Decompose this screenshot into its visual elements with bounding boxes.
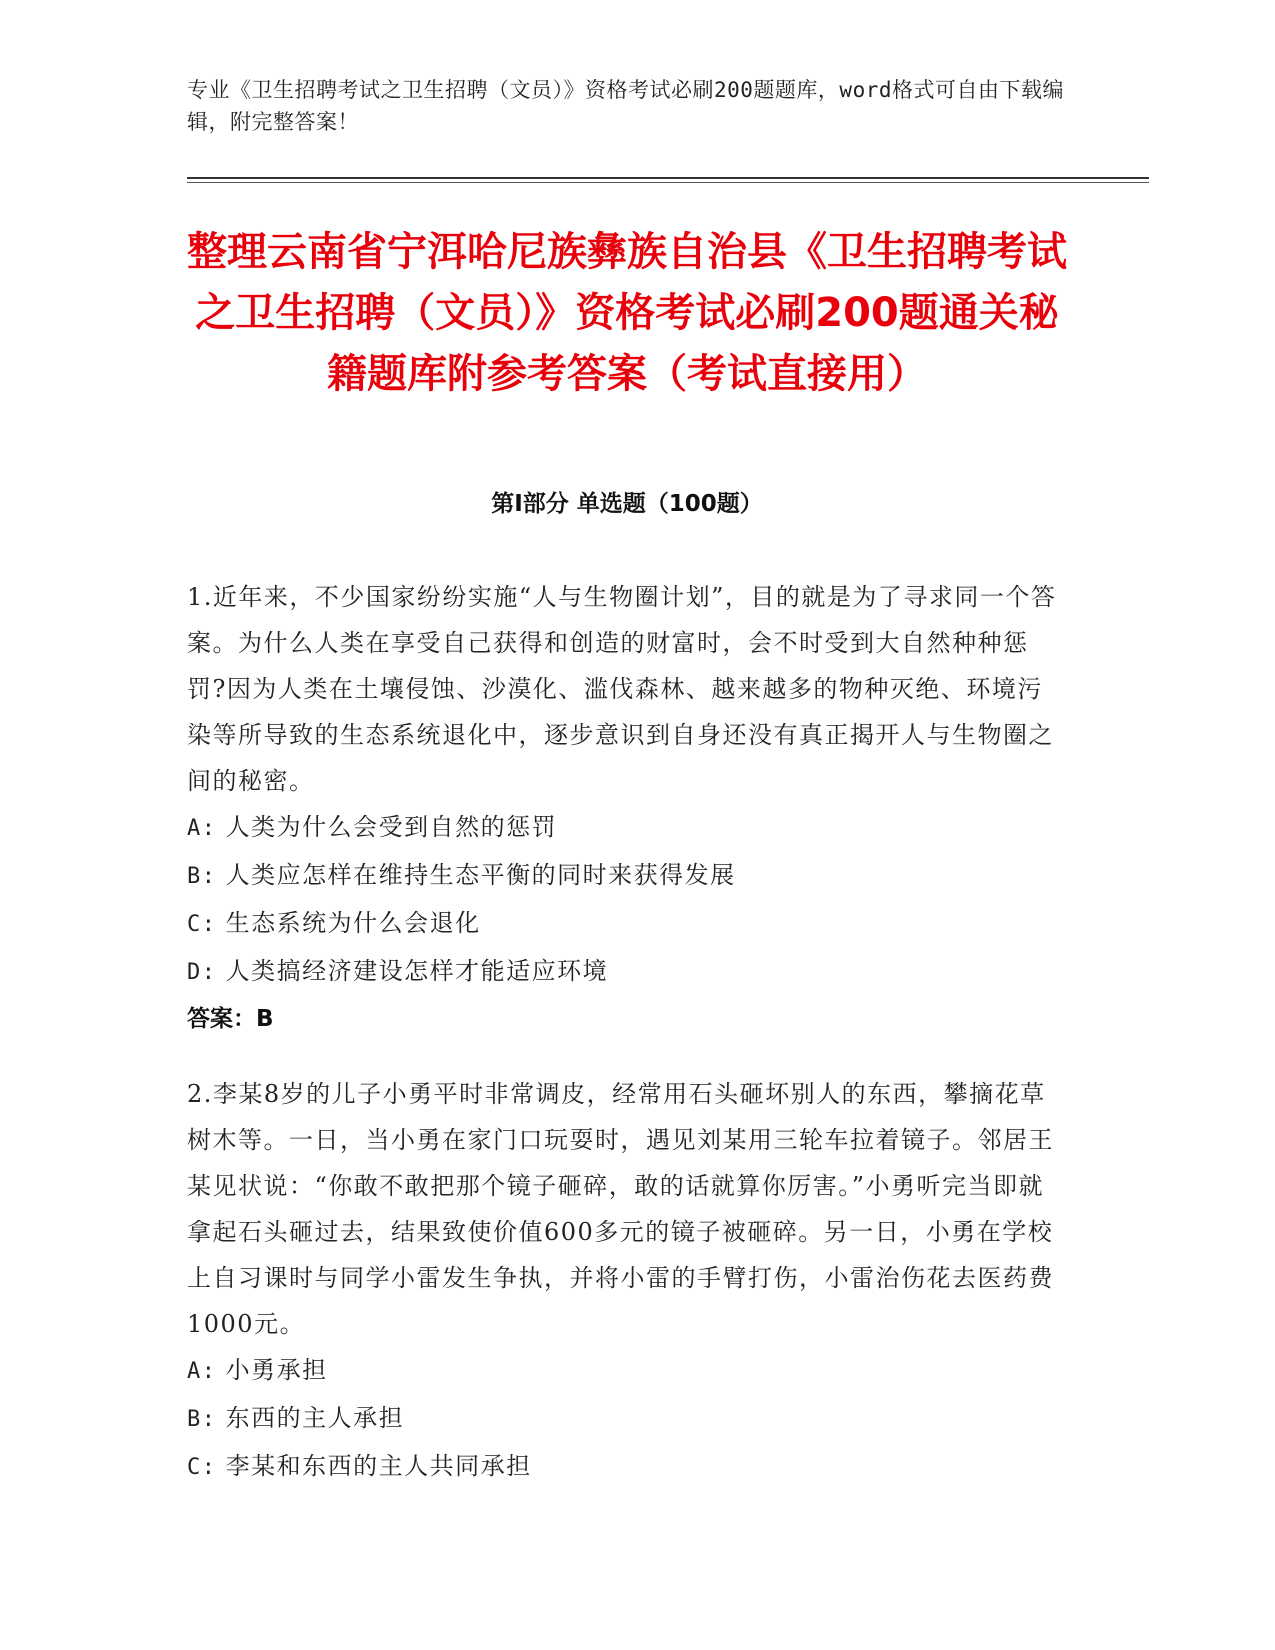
- document-title: 整理云南省宁洱哈尼族彝族自治县《卫生招聘考试之卫生招聘（文员）》资格考试必刷200题通关秘籍题库附参考答案（考试直接用）: [187, 229, 1067, 397]
- option-key: A:: [187, 1359, 217, 1384]
- option-a: [187, 1347, 1067, 1395]
- section-title: 第Ⅰ部分 单选题（100题）: [491, 491, 763, 517]
- answer: 答案：B: [187, 1006, 274, 1032]
- header-note: 专业《卫生招聘考试之卫生招聘（文员）》资格考试必刷200题题库，word格式可自由下载编辑，附完整答案！: [187, 78, 1064, 134]
- question-2: [187, 1071, 1067, 1491]
- header-divider-thin: [187, 182, 1149, 183]
- option-key: A:: [187, 816, 217, 841]
- option-text: 生态系统为什么会退化: [225, 909, 481, 937]
- question-1: [187, 574, 1067, 1042]
- option-c: [187, 1443, 1067, 1491]
- option-key: C:: [187, 1455, 217, 1480]
- question-text: 1.近年来，不少国家纷纷实施“人与生物圈计划”，目的就是为了寻求同一个答案。为什么人类在享受自己获得和创造的财富时，会不时受到大自然种种惩罚?因为人类在土壤侵蚀、沙漠化、滥伐森林、越来越多的物种灭绝、环境污染等所导致的生态系统退化中，逐步意识到自身还没有真正揭开人与生物圈之间的秘密。: [187, 583, 1057, 795]
- option-text: 东西的主人承担: [225, 1404, 405, 1432]
- option-d: [187, 948, 1067, 996]
- option-text: 李某和东西的主人共同承担: [225, 1452, 532, 1480]
- option-key: B:: [187, 1407, 217, 1432]
- option-text: 人类为什么会受到自然的惩罚: [225, 813, 558, 841]
- option-b: [187, 852, 1067, 900]
- option-key: B:: [187, 864, 217, 889]
- header-divider-thick: [187, 177, 1149, 179]
- option-key: C:: [187, 912, 217, 937]
- option-text: 人类搞经济建设怎样才能适应环境: [225, 957, 609, 985]
- option-a: [187, 804, 1067, 852]
- question-text: 2.李某8岁的儿子小勇平时非常调皮，经常用石头砸坏别人的东西，攀摘花草树木等。一日，当小勇在家门口玩耍时，遇见刘某用三轮车拉着镜子。邻居王某见状说：“你敢不敢把那个镜子砸碎，敢的话就算你厉害。”小勇听完当即就拿起石头砸过去，结果致使价值600多元的镜子被砸碎。另一日，小勇在学校上自习课时与同学小雷发生争执，并将小雷的手臂打伤，小雷治伤花去医药费1000元。: [187, 1080, 1054, 1338]
- option-c: [187, 900, 1067, 948]
- option-key: D:: [187, 960, 217, 985]
- option-text: 小勇承担: [225, 1356, 328, 1384]
- option-text: 人类应怎样在维持生态平衡的同时来获得发展: [225, 861, 736, 889]
- option-b: [187, 1395, 1067, 1443]
